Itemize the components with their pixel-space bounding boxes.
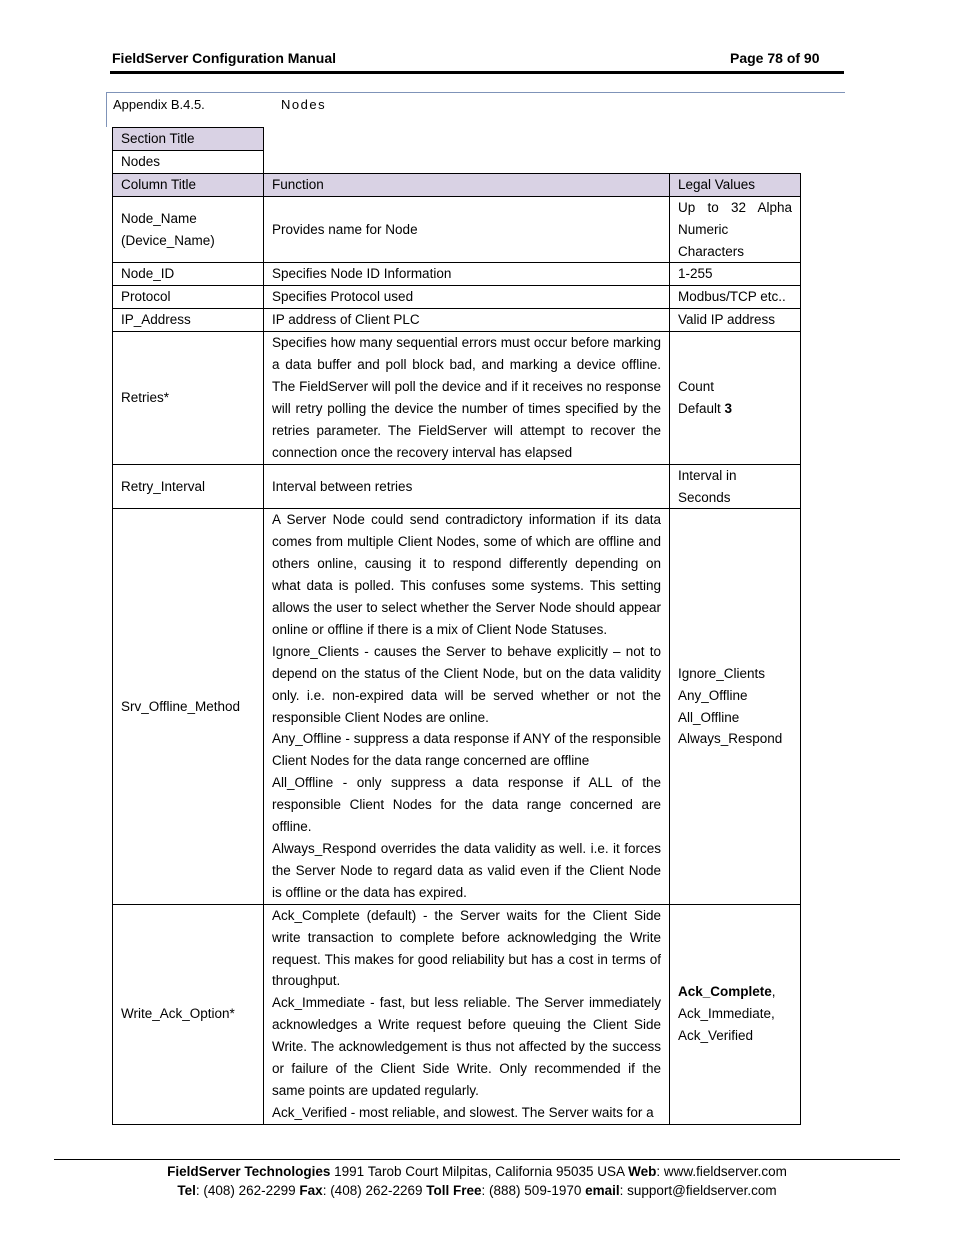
legal-values-cell: 1-255 [670, 263, 801, 286]
table-row [113, 509, 801, 904]
appendix-title: Nodes [281, 97, 327, 112]
footer-fax-label: Fax [299, 1183, 323, 1198]
column-header: Function [264, 173, 670, 196]
column-title-cell: Retries* [113, 332, 264, 464]
column-title-cell: Write_Ack_Option* [113, 904, 264, 1124]
legal-values-cell: Ack_Complete, Ack_Immediate, Ack_Verified [670, 904, 801, 1124]
footer-tel: : (408) 262-2299 [195, 1183, 300, 1198]
table-row [113, 464, 801, 509]
header-rule [110, 71, 844, 74]
table-row [113, 263, 801, 286]
footer-contact-line [0, 1183, 954, 1198]
function-cell: Interval between retries [264, 464, 670, 509]
table-row [113, 196, 801, 263]
footer-email: : support@fieldserver.com [619, 1183, 777, 1198]
legal-values-cell: Interval in Seconds [670, 464, 801, 509]
table-row [113, 286, 801, 309]
legal-values-cell: Count Default 3 [670, 332, 801, 464]
legal-values-cell: Modbus/TCP etc.. [670, 286, 801, 309]
footer-tollfree-label: Toll Free [426, 1183, 482, 1198]
legal-values-cell: Ignore_Clients Any_Offline All_Offline Always_Respond [670, 509, 801, 904]
nodes-table [112, 127, 801, 1125]
page-number: Page 78 of 90 [730, 50, 820, 66]
footer-address-line [0, 1164, 954, 1179]
column-title-cell: Node_ID [113, 263, 264, 286]
function-cell: Specifies Node ID Information [264, 263, 670, 286]
footer-tel-label: Tel [177, 1183, 196, 1198]
function-cell: IP address of Client PLC [264, 309, 670, 332]
column-title-cell: Protocol [113, 286, 264, 309]
table-row [113, 309, 801, 332]
function-cell: Ack_Complete (default) - the Server waits for the Client Side write transaction to complete before acknowledging the Write request. This makes for good reliability but has a cost in terms of throughput. Ack_Immediate - fast, but less reliable. The Server immediately acknowledges a Write request before queuing the Client Side Write. The acknowledgement is thus not affected by the success or failure of the Client Side Write. Only recommended if the same points are updated regularly. Ack_Verified - most reliable, and slowest. The Server waits for a [264, 904, 670, 1124]
table-row [113, 904, 801, 1124]
section-value-row [113, 150, 801, 173]
function-cell: Specifies Protocol used [264, 286, 670, 309]
footer-address: 1991 Tarob Court Milpitas, California 95035 USA [330, 1164, 629, 1179]
section-title-row [113, 128, 801, 151]
footer-fax: : (408) 262-2269 [322, 1183, 427, 1198]
column-header: Column Title [113, 173, 264, 196]
footer-company: FieldServer Technologies [167, 1164, 331, 1179]
section-title-value: Nodes [113, 150, 264, 173]
function-cell: Provides name for Node [264, 196, 670, 263]
footer-rule [54, 1159, 900, 1160]
column-title-cell: Srv_Offline_Method [113, 509, 264, 904]
footer-tollfree: : (888) 509-1970 [481, 1183, 586, 1198]
footer-email-label: email [585, 1183, 620, 1198]
function-cell: A Server Node could send contradictory information if its data comes from multiple Client Nodes, some of which are offline and others online, causing it to respond differently depending on what data is polled. This confuses some systems. This setting allows the user to select whether the Server Node should appear online or offline if there is a mix of Client Node Statuses. Ignore_Clients - causes the Server to behave explicitly – not to depend on the status of the Client Node, but on the data validity only. i.e. non-expired data will be served whether or not the responsible Client Nodes are online. Any_Offline - suppress a data response if ANY of the responsible Client Nodes for the data range concerned are offline All_Offline - only suppress a data response if ALL of the responsible Client Nodes for the data range concerned are offline. Always_Respond overrides the data validity as well. i.e. it forces the Server Node to regard data as valid even if the Client Node is offline or the data has expired. [264, 509, 670, 904]
section-title-label: Section Title [113, 128, 264, 151]
table-header-row [113, 173, 801, 196]
function-cell: Specifies how many sequential errors must occur before marking a data buffer and poll block bad, and marking a device offline. The FieldServer will poll the device and if it receives no response will retry polling the device the number of times specified by the retries parameter. The FieldServer will attempt to recover the connection once the recovery interval has elapsed [264, 332, 670, 464]
appendix-number: Appendix B.4.5. [113, 97, 205, 112]
legal-values-cell: Up to 32 Alpha Numeric Characters [670, 196, 801, 263]
footer-web: : www.fieldserver.com [656, 1164, 787, 1179]
legal-values-cell: Valid IP address [670, 309, 801, 332]
footer-web-label: Web [628, 1164, 657, 1179]
appendix-frame [106, 92, 845, 127]
column-title-cell: IP_Address [113, 309, 264, 332]
column-title-cell: Retry_Interval [113, 464, 264, 509]
column-title-cell: Node_Name (Device_Name) [113, 196, 264, 263]
manual-title: FieldServer Configuration Manual [112, 50, 337, 66]
table-row [113, 332, 801, 464]
column-header: Legal Values [670, 173, 801, 196]
